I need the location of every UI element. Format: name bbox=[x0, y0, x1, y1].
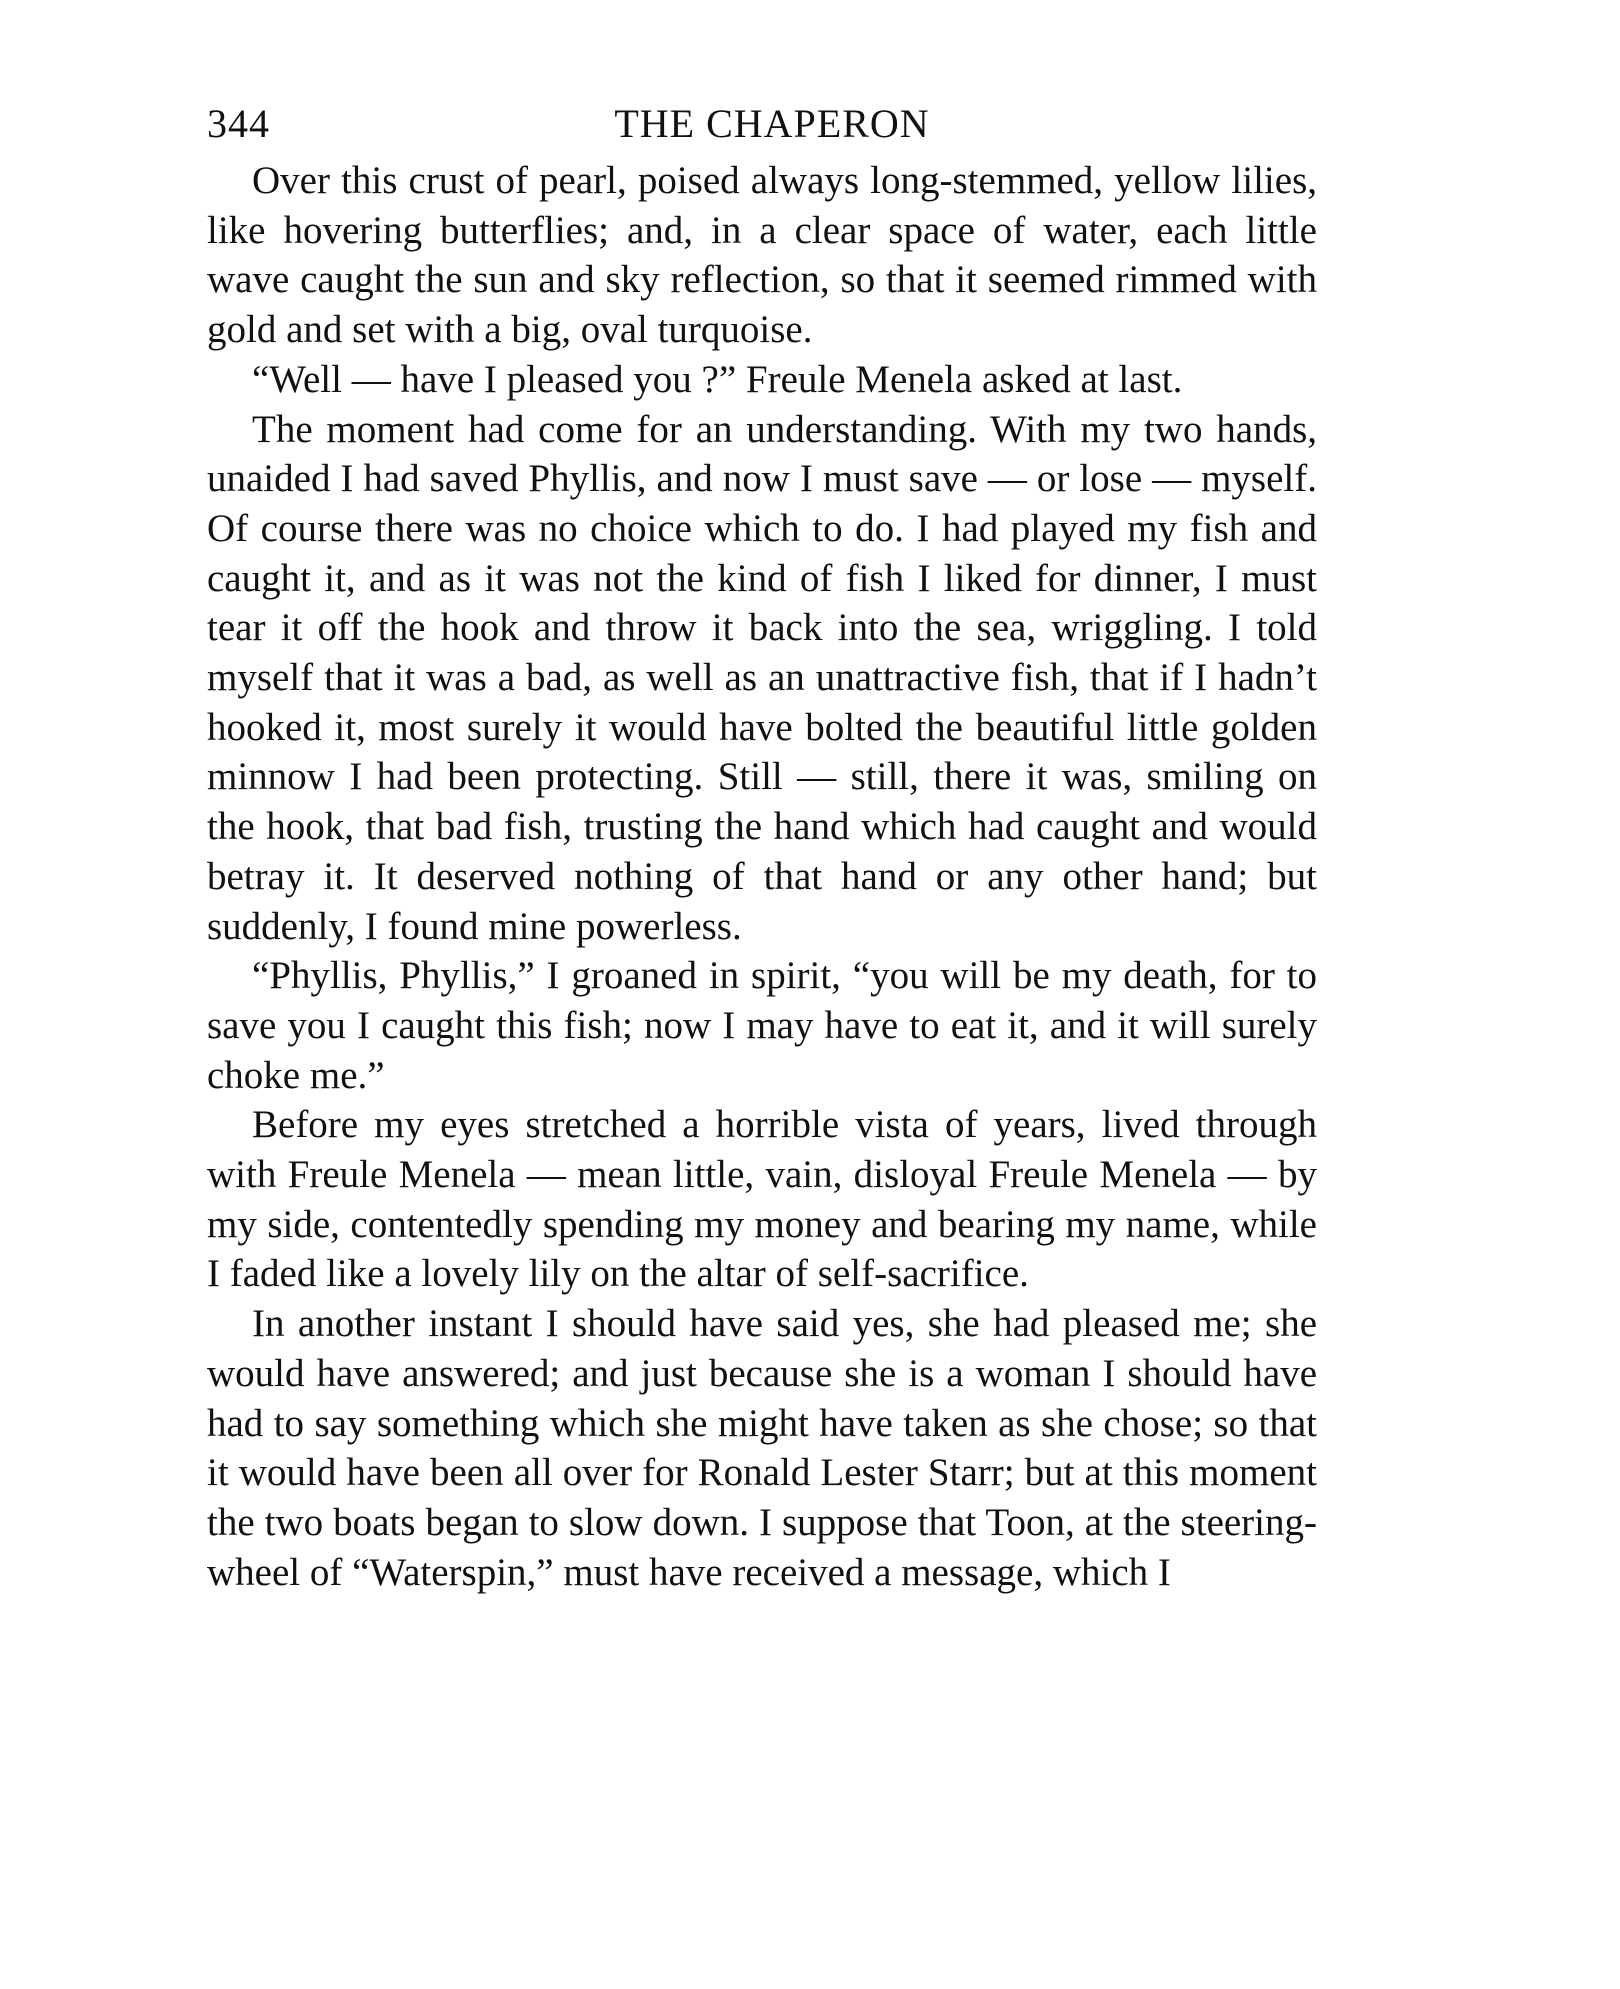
paragraph-3: The moment had come for an understanding. With my two hands, unaided I had saved Phyllis, and now I must save — or lose — myself. Of course there was no choice which to do. I had played my fish and caught it, and as it was not the kind of fish I liked for dinner, I must tear it off the hook and throw it back into the sea, wriggling. I told myself that it was a bad, as well as an unattractive fish, that if I hadn’t hooked it, most surely it would have bolted the beautiful little golden minnow I had been protecting. Still — still, there it was, smiling on the hook, that bad fish, trusting the hand which had caught and would betray it. It deserved nothing of that hand or any other hand; but suddenly, I found mine powerless. bbox=[207, 407, 1317, 948]
paragraph-2: “Well — have I pleased you ?” Freule Menela asked at last. bbox=[252, 357, 1183, 401]
paragraph-4: “Phyllis, Phyllis,” I groaned in spirit, “you will be my death, for to save you I caught this fish; now I may have to eat it, and it will surely choke me.” bbox=[207, 954, 1317, 1097]
running-head bbox=[207, 92, 1317, 156]
page-number: 344 bbox=[207, 101, 270, 146]
body-text bbox=[207, 156, 1317, 1597]
running-title: THE CHAPERON bbox=[614, 101, 930, 146]
paragraph-5: Before my eyes stretched a horrible vista of years, lived through with Freule Menela — mean little, vain, disloyal Freule Menela — by my side, contentedly spending my money and bearing my name, while I faded like a lovely lily on the altar of self-sacrifice. bbox=[207, 1103, 1317, 1296]
book-page bbox=[207, 92, 1317, 1597]
paragraph-1: Over this crust of pearl, poised always long-stemmed, yellow lilies, like hovering butterflies; and, in a clear space of water, each little wave caught the sun and sky reflection, so that it seemed rimmed with gold and set with a big, oval turquoise. bbox=[207, 159, 1317, 352]
paragraph-6: In another instant I should have said yes, she had pleased me; she would have answered; and just because she is a woman I should have had to say something which she might have taken as she chose; so that it would have been all over for Ronald Lester Starr; but at this moment the two boats began to slow down. I suppose that Toon, at the steering-wheel of “Waterspin,” must have received a message, which I bbox=[207, 1302, 1317, 1594]
